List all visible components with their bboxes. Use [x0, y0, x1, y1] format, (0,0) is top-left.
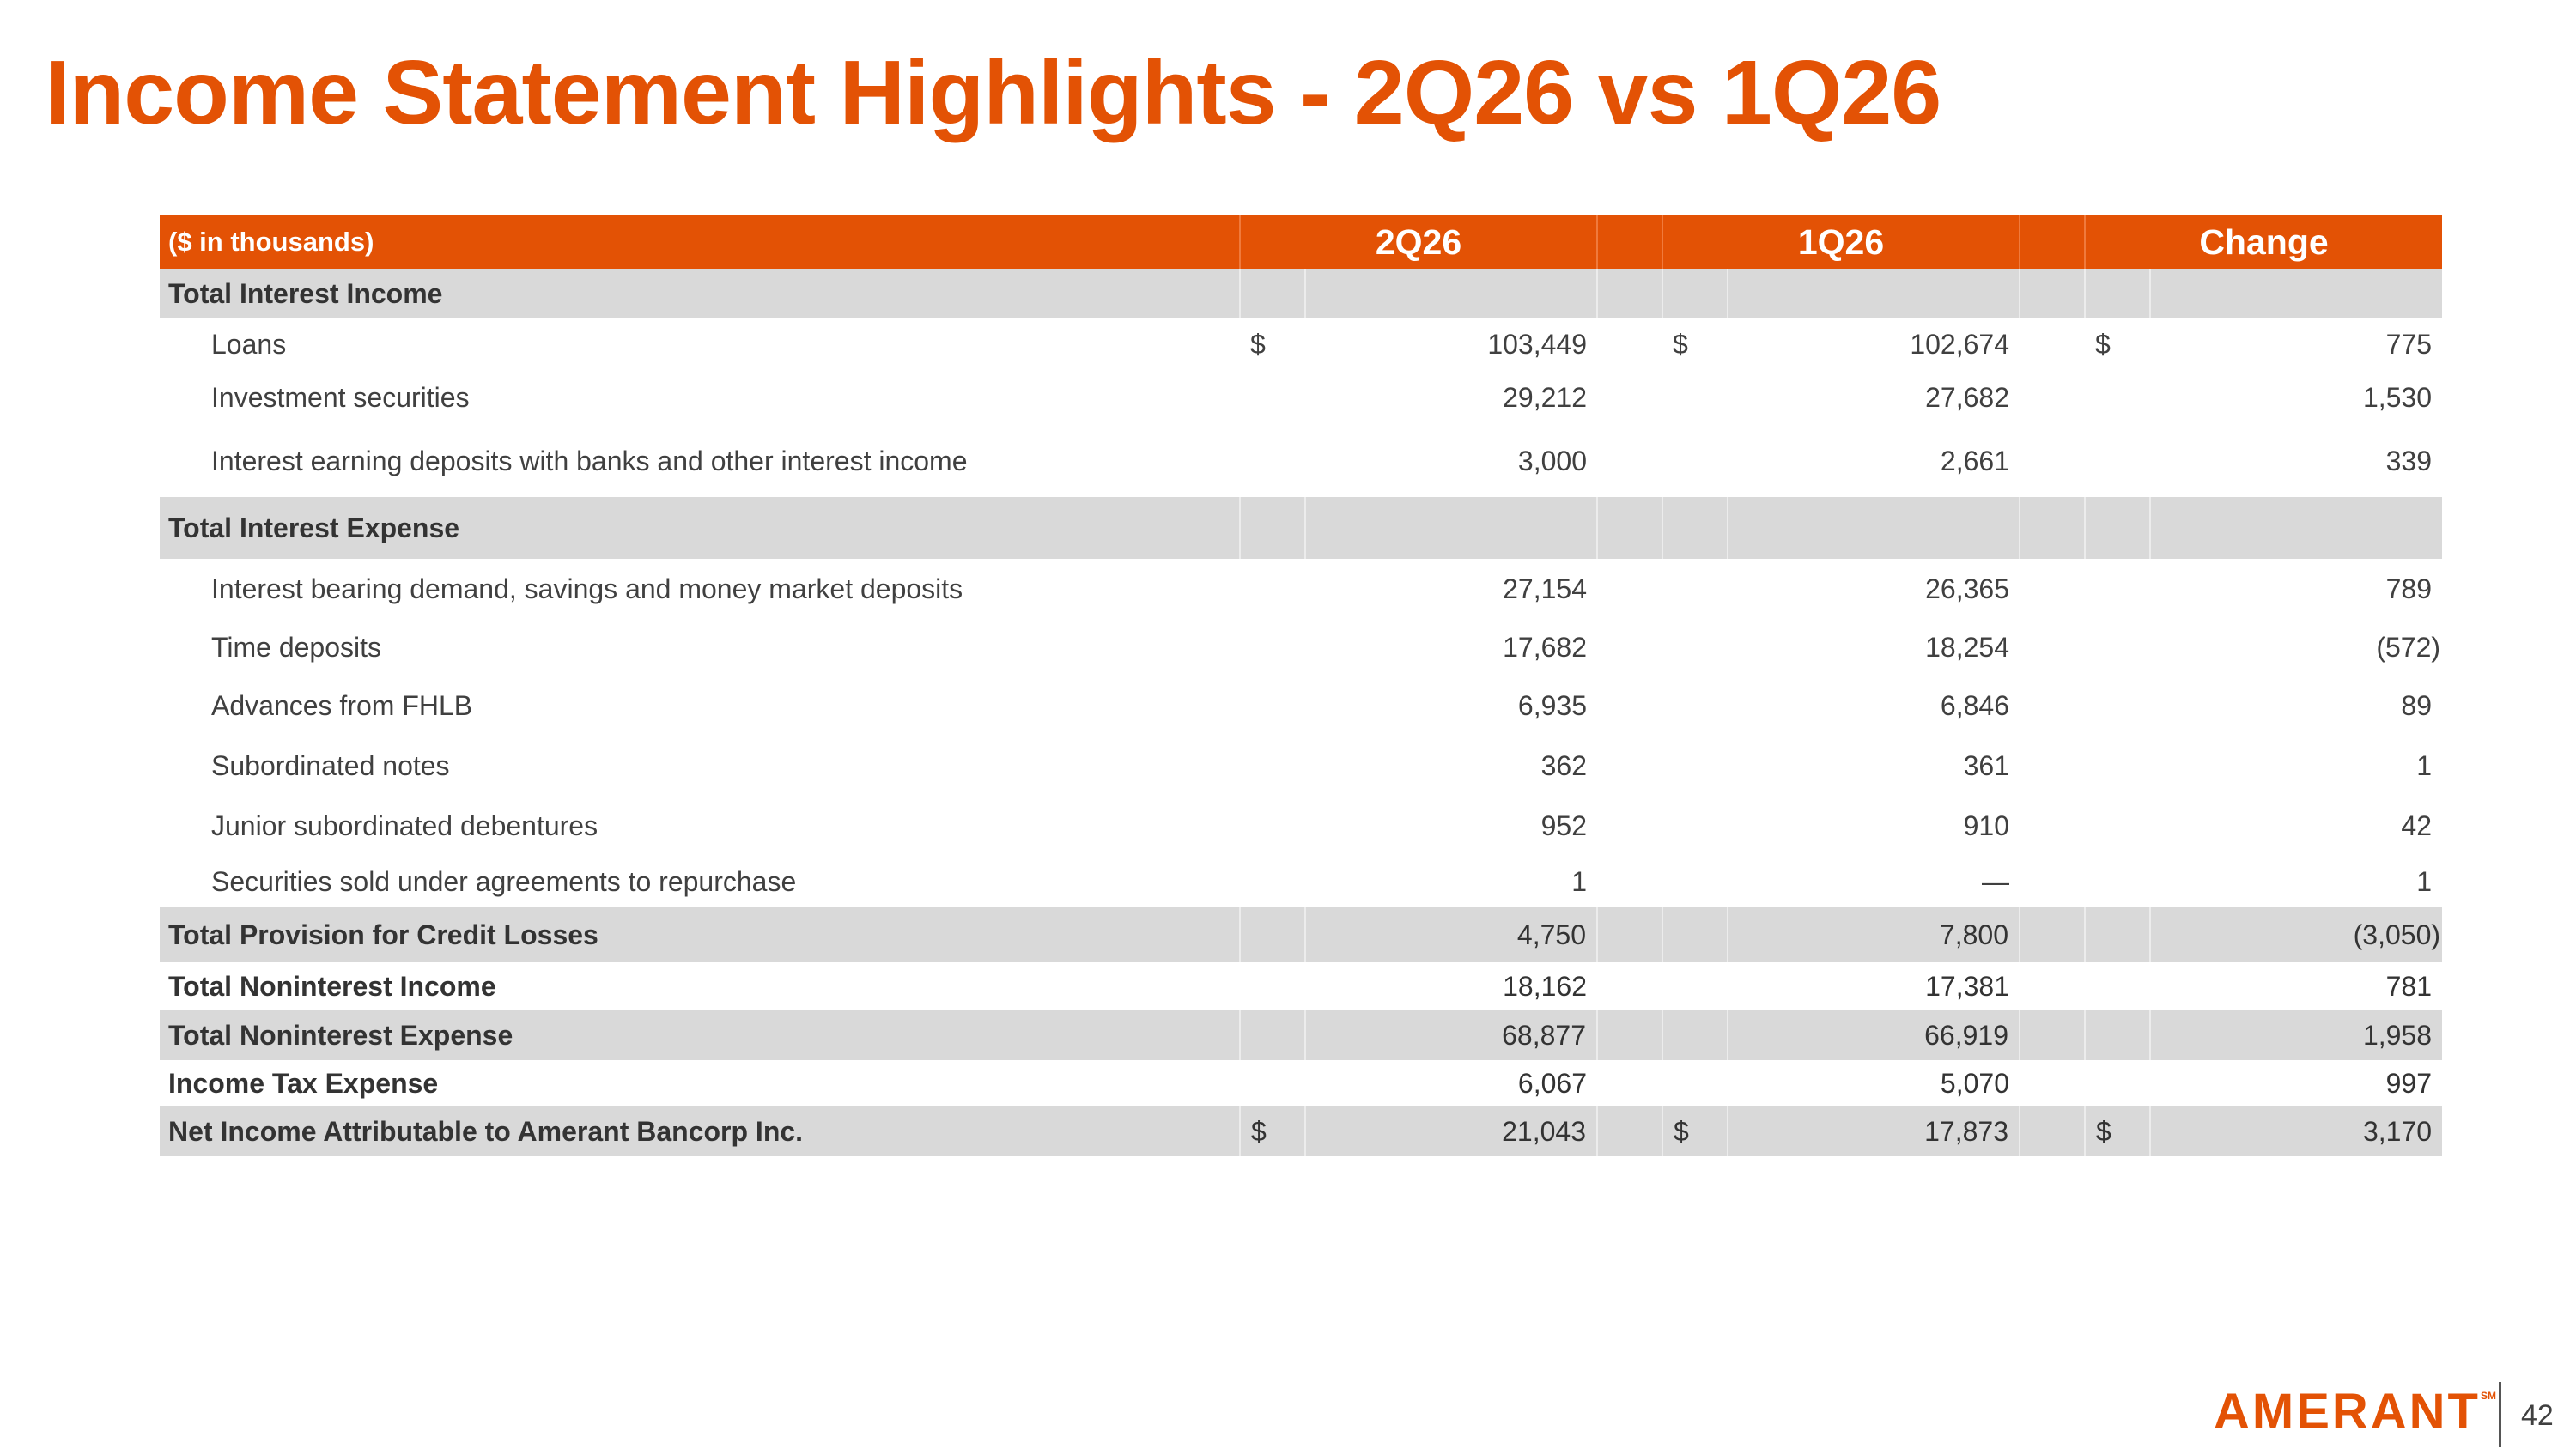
value-1q26: 26,365: [1925, 573, 2009, 604]
currency-symbol: $: [1240, 1106, 1305, 1156]
row-label: Total Interest Expense: [160, 497, 1240, 559]
column-spacer: [2020, 1010, 2085, 1060]
currency-symbol: [2085, 425, 2150, 497]
column-spacer: [1597, 619, 1662, 676]
currency-symbol: [1662, 425, 1728, 497]
currency-symbol: [2085, 269, 2150, 318]
value-1q26: [1728, 269, 2020, 318]
row-label: Investment securities: [211, 381, 470, 413]
amerant-logo: [2214, 1384, 2496, 1440]
column-spacer: [2020, 370, 2085, 425]
value-2q26: 3,000: [1517, 445, 1587, 476]
currency-symbol: [1662, 962, 1728, 1010]
row-label: Interest bearing demand, savings and money market deposits: [211, 573, 963, 604]
line-item-row: [160, 425, 2442, 497]
row-label: Total Provision for Credit Losses: [160, 907, 1240, 962]
row-label: Time deposits: [211, 631, 381, 663]
line-item-row: [160, 370, 2442, 425]
line-item-row: [160, 619, 2442, 676]
currency-symbol: [1240, 497, 1305, 559]
currency-symbol: [1662, 1010, 1728, 1060]
currency-symbol: [2085, 1060, 2150, 1106]
column-spacer: [2020, 676, 2085, 736]
value-1q26: —: [1982, 865, 2009, 897]
table-body: [160, 269, 2442, 1156]
page-number: 42: [2521, 1399, 2554, 1432]
currency-symbol: $: [1250, 328, 1266, 360]
header-spacer: [1597, 215, 1662, 269]
value-2q26: 1: [1571, 865, 1587, 897]
value-change: 775: [2385, 328, 2433, 360]
row-label: Securities sold under agreements to repurchase: [211, 865, 797, 897]
currency-symbol: [2085, 736, 2150, 796]
value-1q26: [1728, 497, 2020, 559]
value-2q26: [1305, 497, 1597, 559]
value-change: 1,530: [2362, 381, 2433, 413]
column-spacer: [2020, 907, 2085, 962]
row-label: Interest earning deposits with banks and other interest income: [211, 445, 968, 476]
line-item-row: [160, 796, 2442, 856]
value-1q26: 361: [1963, 749, 2009, 781]
column-spacer: [1597, 1060, 1662, 1106]
row-label: Loans: [211, 328, 287, 360]
currency-symbol: $: [1662, 1106, 1728, 1156]
currency-symbol: [1662, 370, 1728, 425]
value-1q26: 6,846: [1940, 689, 2009, 721]
value-change: (572): [2376, 631, 2441, 663]
column-spacer: [2020, 856, 2085, 907]
service-mark: SM: [2480, 1390, 2496, 1402]
currency-symbol: [1662, 856, 1728, 907]
value-change: 781: [2385, 970, 2433, 1002]
column-spacer: [2020, 1106, 2085, 1156]
logo-wordmark: AMERANT: [2214, 1384, 2481, 1440]
total-row: [160, 907, 2442, 962]
column-spacer: [1597, 856, 1662, 907]
currency-symbol: [1662, 559, 1728, 619]
total-row: [160, 1010, 2442, 1060]
value-1q26: 7,800: [1728, 907, 2020, 962]
value-change: 42: [2401, 809, 2433, 841]
value-2q26: 4,750: [1305, 907, 1597, 962]
currency-symbol: [2085, 907, 2150, 962]
total-row: [160, 1060, 2442, 1106]
column-spacer: [2020, 497, 2085, 559]
column-spacer: [2020, 425, 2085, 497]
table-header-row: [160, 215, 2442, 269]
column-spacer: [1597, 907, 1662, 962]
column-spacer: [1597, 497, 1662, 559]
column-spacer: [1597, 425, 1662, 497]
line-item-row: [160, 676, 2442, 736]
value-2q26: 17,682: [1503, 631, 1587, 663]
column-header-change: Change: [2199, 221, 2329, 262]
currency-symbol: [1240, 676, 1305, 736]
currency-symbol: [1240, 856, 1305, 907]
currency-symbol: [1662, 497, 1728, 559]
currency-symbol: [1240, 1060, 1305, 1106]
row-label: Junior subordinated debentures: [211, 809, 598, 841]
value-1q26: 2,661: [1940, 445, 2009, 476]
value-1q26: 18,254: [1925, 631, 2009, 663]
column-spacer: [2020, 619, 2085, 676]
currency-symbol: [1240, 370, 1305, 425]
column-spacer: [1597, 1010, 1662, 1060]
value-2q26: 952: [1540, 809, 1587, 841]
value-change: (3,050): [2353, 919, 2441, 950]
value-2q26: 18,162: [1503, 970, 1587, 1002]
row-label: Advances from FHLB: [211, 689, 473, 721]
value-change: 997: [2385, 1067, 2433, 1099]
currency-symbol: [1662, 269, 1728, 318]
value-change: 1: [2416, 749, 2433, 781]
value-change: [2150, 269, 2442, 318]
total-row: [160, 1106, 2442, 1156]
line-item-row: [160, 559, 2442, 619]
value-change: 3,170: [2362, 1115, 2433, 1147]
row-label: Total Interest Income: [160, 269, 1240, 318]
column-spacer: [1597, 796, 1662, 856]
row-label: Total Noninterest Expense: [160, 1010, 1240, 1060]
value-change: 89: [2401, 689, 2433, 721]
currency-symbol: [2085, 619, 2150, 676]
column-spacer: [1597, 962, 1662, 1010]
currency-symbol: [1240, 907, 1305, 962]
column-spacer: [1597, 1106, 1662, 1156]
column-spacer: [1597, 269, 1662, 318]
currency-symbol: [1240, 269, 1305, 318]
line-item-row: [160, 318, 2442, 370]
currency-symbol: [1662, 619, 1728, 676]
currency-symbol: [1240, 559, 1305, 619]
currency-symbol: [1240, 1010, 1305, 1060]
value-2q26: 103,449: [1487, 328, 1587, 360]
footer-divider: [2499, 1382, 2501, 1447]
column-spacer: [2020, 559, 2085, 619]
column-spacer: [1597, 736, 1662, 796]
column-spacer: [2020, 318, 2085, 370]
value-2q26: [1305, 269, 1597, 318]
currency-symbol: [1240, 425, 1305, 497]
currency-symbol: $: [1673, 328, 1688, 360]
currency-symbol: [1240, 619, 1305, 676]
column-header-2q26: 2Q26: [1240, 215, 1597, 269]
total-row: [160, 497, 2442, 559]
value-1q26: 910: [1963, 809, 2009, 841]
income-statement-table: [160, 215, 2442, 1156]
currency-symbol: [1662, 736, 1728, 796]
value-change: [2150, 497, 2442, 559]
value-2q26: 27,154: [1503, 573, 1587, 604]
column-spacer: [1597, 559, 1662, 619]
line-item-row: [160, 736, 2442, 796]
value-2q26: 6,935: [1517, 689, 1587, 721]
currency-symbol: $: [2085, 1106, 2150, 1156]
column-spacer: [2020, 796, 2085, 856]
currency-symbol: $: [2095, 328, 2111, 360]
currency-symbol: [1662, 676, 1728, 736]
value-1q26: 5,070: [1940, 1067, 2009, 1099]
column-spacer: [2020, 269, 2085, 318]
currency-symbol: [2085, 962, 2150, 1010]
value-change: 1: [2416, 865, 2433, 897]
value-change: 789: [2385, 573, 2433, 604]
currency-symbol: [2085, 796, 2150, 856]
row-label: Income Tax Expense: [168, 1067, 439, 1099]
column-spacer: [1597, 370, 1662, 425]
value-1q26: 27,682: [1925, 381, 2009, 413]
value-change: 339: [2385, 445, 2433, 476]
column-spacer: [2020, 736, 2085, 796]
header-spacer: [2020, 215, 2085, 269]
value-2q26: 6,067: [1517, 1067, 1587, 1099]
currency-symbol: [1662, 1060, 1728, 1106]
total-row: [160, 269, 2442, 318]
value-2q26: 29,212: [1503, 381, 1587, 413]
currency-symbol: [1240, 736, 1305, 796]
units-label: ($ in thousands): [160, 215, 1240, 269]
value-2q26: 362: [1540, 749, 1587, 781]
currency-symbol: [2085, 559, 2150, 619]
currency-symbol: [2085, 856, 2150, 907]
value-1q26: 17,873: [1728, 1106, 2020, 1156]
column-spacer: [1597, 318, 1662, 370]
value-1q26: 66,919: [1728, 1010, 2020, 1060]
value-change: 1,958: [2362, 1019, 2433, 1051]
currency-symbol: [2085, 676, 2150, 736]
value-1q26: 17,381: [1925, 970, 2009, 1002]
value-2q26: 68,877: [1305, 1010, 1597, 1060]
column-spacer: [2020, 962, 2085, 1010]
row-label: Net Income Attributable to Amerant Bancorp Inc.: [160, 1106, 1240, 1156]
row-label: Subordinated notes: [211, 749, 450, 781]
currency-symbol: [1240, 962, 1305, 1010]
value-1q26: 102,674: [1910, 328, 2009, 360]
column-header-1q26: 1Q26: [1662, 215, 2020, 269]
currency-symbol: [1240, 796, 1305, 856]
currency-symbol: [1662, 796, 1728, 856]
value-2q26: 21,043: [1305, 1106, 1597, 1156]
currency-symbol: [2085, 370, 2150, 425]
column-spacer: [1597, 676, 1662, 736]
currency-symbol: [1662, 907, 1728, 962]
row-label: Total Noninterest Income: [168, 970, 496, 1002]
page-title: Income Statement Highlights - 2Q26 vs 1Q26: [45, 42, 1941, 143]
column-spacer: [2020, 1060, 2085, 1106]
total-row: [160, 962, 2442, 1010]
line-item-row: [160, 856, 2442, 907]
currency-symbol: [2085, 497, 2150, 559]
currency-symbol: [2085, 1010, 2150, 1060]
